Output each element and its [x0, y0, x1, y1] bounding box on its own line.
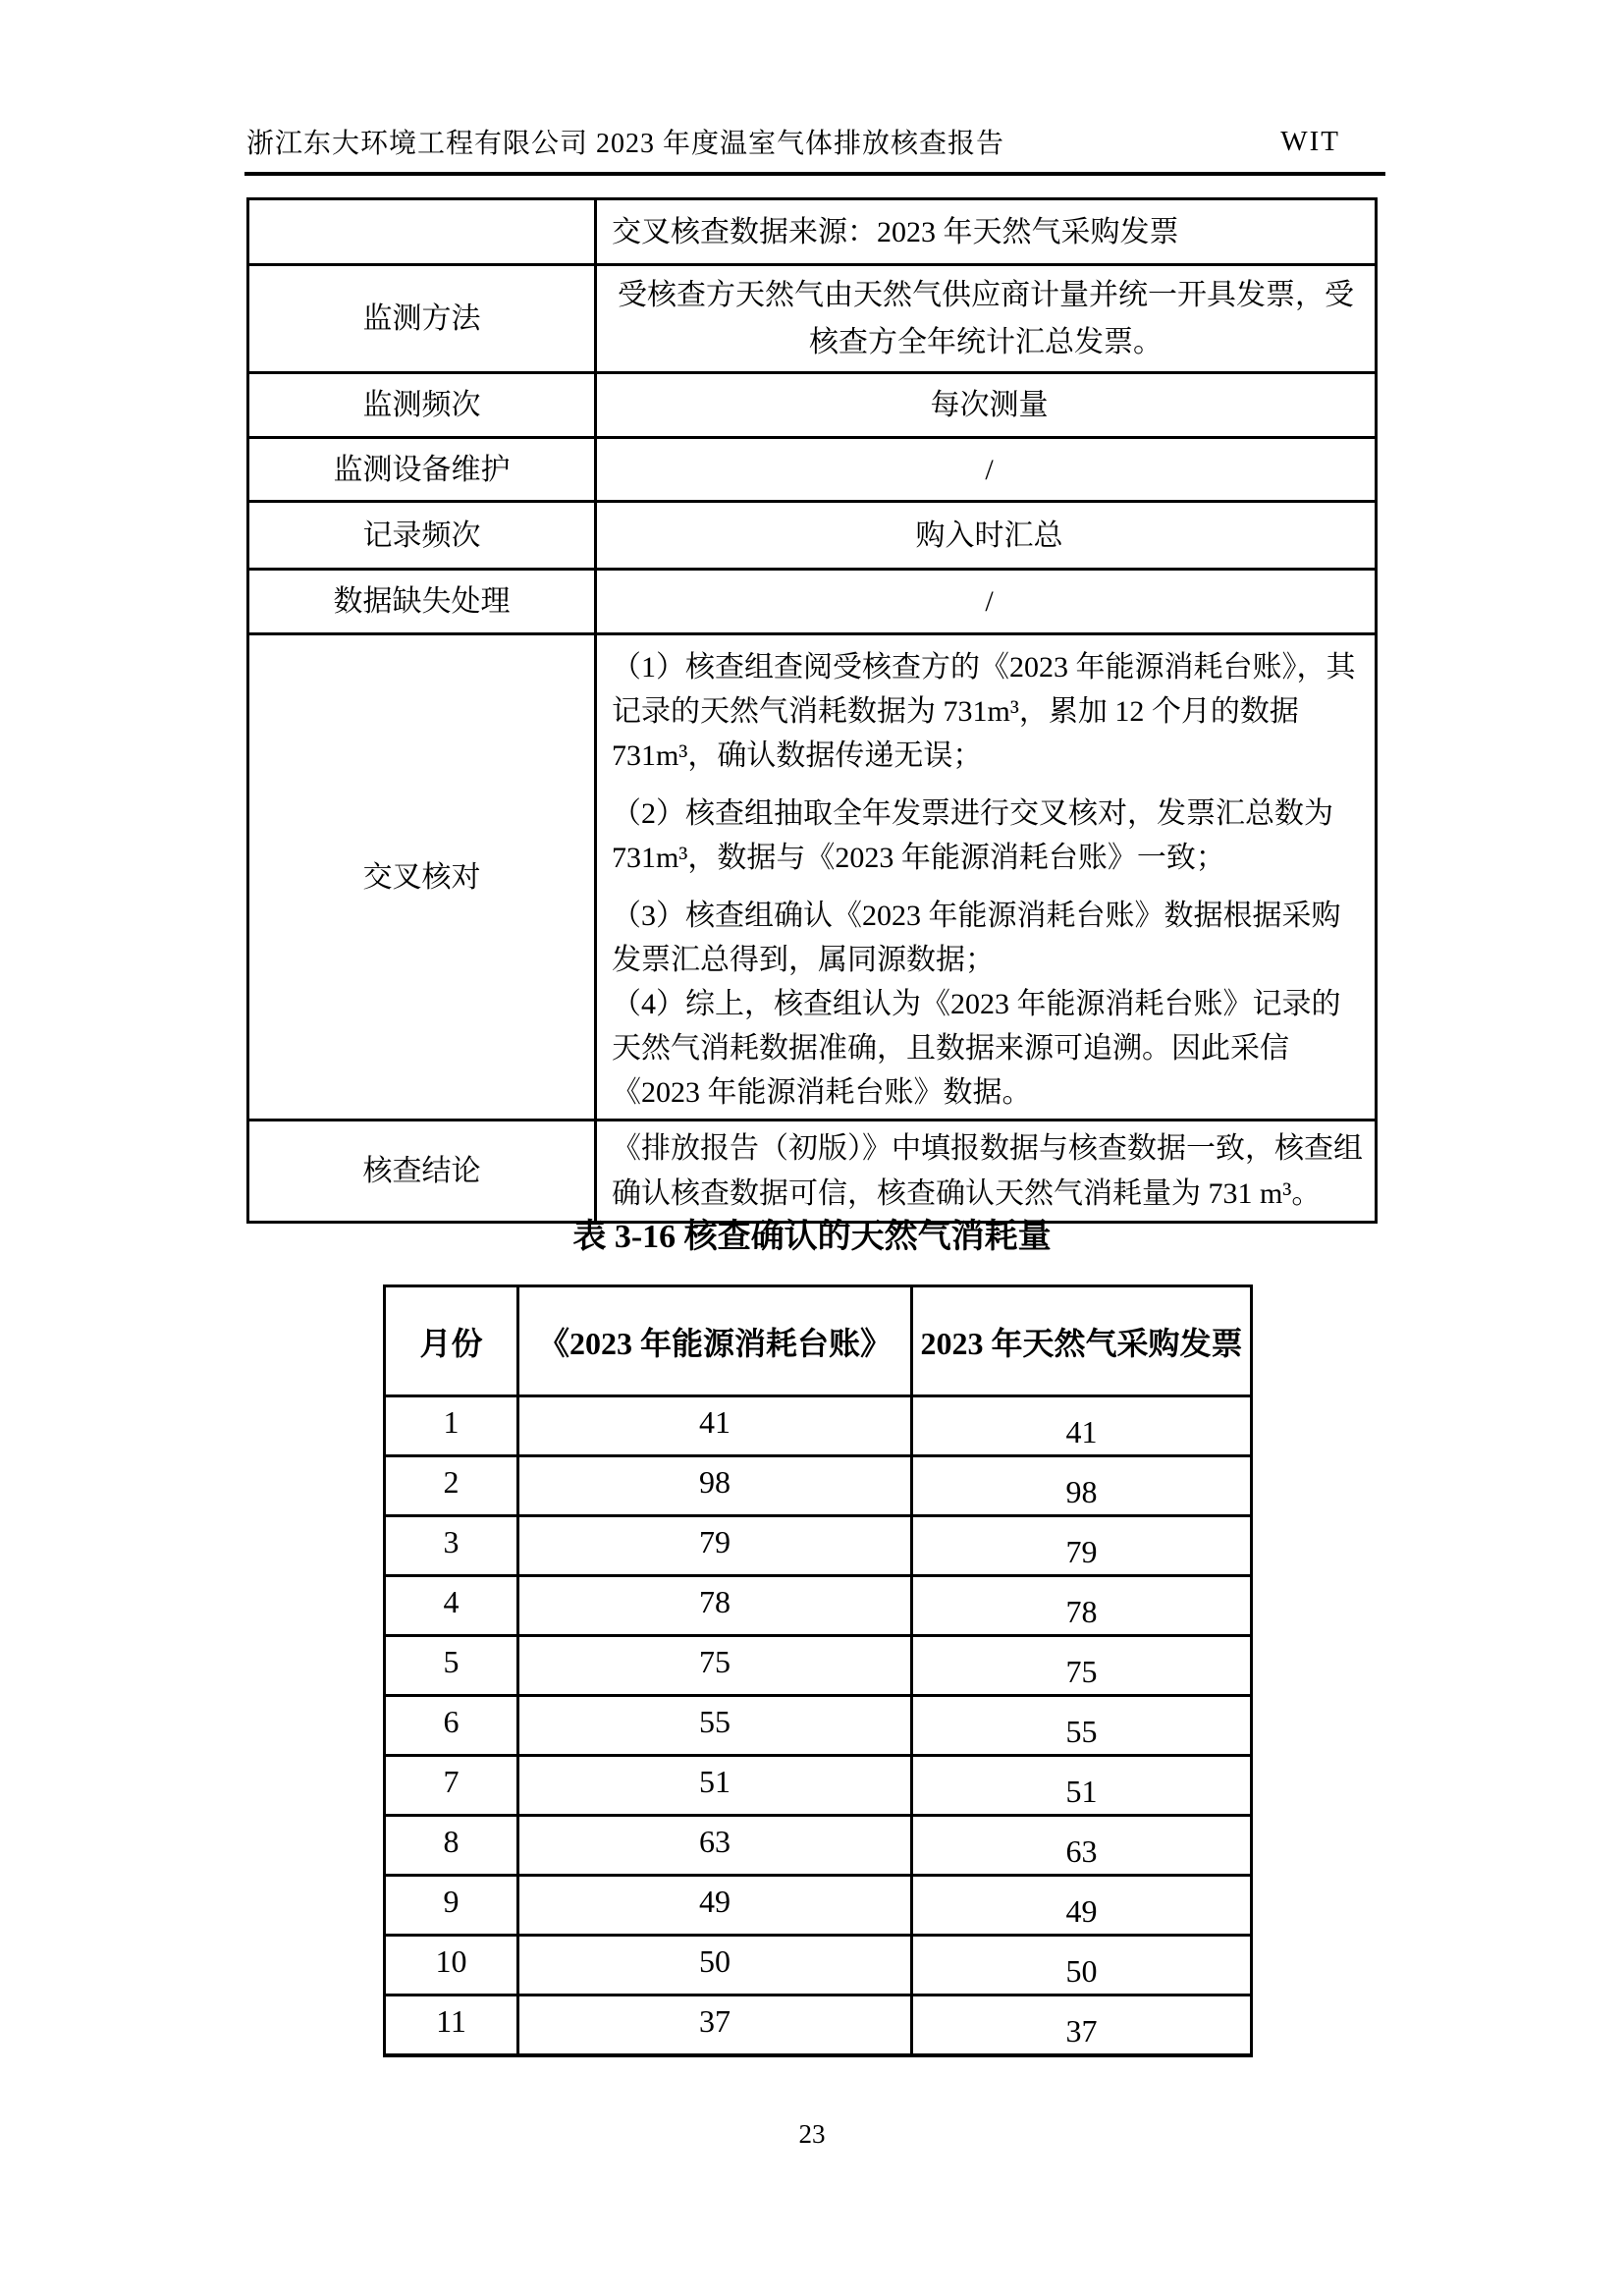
consumption-table-row — [385, 1936, 1252, 1995]
monitoring-table-row — [248, 438, 1377, 502]
monitoring-table-row — [248, 634, 1377, 1121]
row-label-cell: 监测方法 — [248, 265, 596, 373]
month-cell: 5 — [385, 1636, 518, 1696]
header-wit-mark: WIT — [1280, 125, 1340, 157]
consumption-table-row — [385, 1756, 1252, 1816]
ledger-value-cell: 37 — [518, 1995, 912, 2055]
consumption-header-cell: 2023 年天然气采购发票 — [912, 1286, 1252, 1396]
monitoring-table-row — [248, 373, 1377, 438]
row-value-cell — [596, 634, 1377, 1121]
month-cell: 6 — [385, 1696, 518, 1756]
ledger-value-cell: 50 — [518, 1936, 912, 1995]
ledger-value-cell: 79 — [518, 1516, 912, 1576]
month-cell: 11 — [385, 1995, 518, 2055]
invoice-value-cell: 98 — [912, 1456, 1252, 1516]
page-header — [246, 124, 1378, 159]
consumption-header-cell: 月份 — [385, 1286, 518, 1396]
consumption-table-row — [385, 1816, 1252, 1876]
row-label-cell: 监测设备维护 — [248, 438, 596, 502]
consumption-table-header-row — [385, 1286, 1252, 1396]
month-cell: 9 — [385, 1876, 518, 1936]
month-cell: 10 — [385, 1936, 518, 1995]
invoice-value-cell: 78 — [912, 1576, 1252, 1636]
month-cell: 8 — [385, 1816, 518, 1876]
row-label-cell — [248, 199, 596, 265]
row-value-cell: 交叉核查数据来源：2023 年天然气采购发票 — [596, 199, 1377, 265]
invoice-value-cell: 63 — [912, 1816, 1252, 1876]
consumption-table-row — [385, 1995, 1252, 2055]
ledger-value-cell: 51 — [518, 1756, 912, 1816]
row-label-cell: 监测频次 — [248, 373, 596, 438]
cross-check-paragraph: （1）核查组查阅受核查方的《2023 年能源消耗台账》，其记录的天然气消耗数据为 731m³，累加 12 个月的数据 731m³，确认数据传递无误； — [612, 651, 1356, 772]
ledger-value-cell: 98 — [518, 1456, 912, 1516]
ledger-value-cell: 63 — [518, 1816, 912, 1876]
ledger-value-cell: 75 — [518, 1636, 912, 1696]
invoice-value-cell: 75 — [912, 1636, 1252, 1696]
consumption-table-row — [385, 1516, 1252, 1576]
invoice-value-cell: 51 — [912, 1756, 1252, 1816]
table-3-16-title: 表 3-16 核查确认的天然气消耗量 — [572, 1219, 1052, 1255]
cross-check-paragraph: （2）核查组抽取全年发票进行交叉核对，发票汇总数为 731m³，数据与《2023 年能源消耗台账》一致； — [612, 797, 1333, 874]
row-label-cell: 核查结论 — [248, 1121, 596, 1223]
month-cell: 2 — [385, 1456, 518, 1516]
cross-check-paragraph: （4）综上，核查组认为《2023 年能源消耗台账》记录的天然气消耗数据准确，且数据来源可追溯。因此采信《2023 年能源消耗台账》数据。 — [612, 988, 1341, 1109]
row-label-cell: 数据缺失处理 — [248, 570, 596, 634]
row-value-cell: 受核查方天然气由天然气供应商计量并统一开具发票，受核查方全年统计汇总发票。 — [596, 265, 1377, 373]
row-value-cell: 购入时汇总 — [596, 502, 1377, 570]
ledger-value-cell: 49 — [518, 1876, 912, 1936]
row-label-cell: 记录频次 — [248, 502, 596, 570]
month-cell: 3 — [385, 1516, 518, 1576]
header-report-title: 浙江东大环境工程有限公司 2023 年度温室气体排放核查报告 — [246, 129, 1005, 159]
row-value-cell: 每次测量 — [596, 373, 1377, 438]
monitoring-table-row — [248, 570, 1377, 634]
monitoring-table-row — [248, 1121, 1377, 1223]
row-value-cell: / — [596, 570, 1377, 634]
cross-check-paragraph: （3）核查组确认《2023 年能源消耗台账》数据根据采购发票汇总得到，属同源数据； — [612, 900, 1341, 976]
consumption-table-row — [385, 1636, 1252, 1696]
consumption-table — [383, 1285, 1253, 2057]
invoice-value-cell: 49 — [912, 1876, 1252, 1936]
header-rule — [244, 172, 1385, 176]
month-cell: 7 — [385, 1756, 518, 1816]
consumption-header-cell: 《2023 年能源消耗台账》 — [518, 1286, 912, 1396]
consumption-table-row — [385, 1876, 1252, 1936]
month-cell: 4 — [385, 1576, 518, 1636]
ledger-value-cell: 55 — [518, 1696, 912, 1756]
monitoring-table-row — [248, 199, 1377, 265]
ledger-value-cell: 41 — [518, 1396, 912, 1456]
monitoring-table-row — [248, 265, 1377, 373]
consumption-table-row — [385, 1576, 1252, 1636]
invoice-value-cell: 55 — [912, 1696, 1252, 1756]
invoice-value-cell: 79 — [912, 1516, 1252, 1576]
consumption-table-row — [385, 1456, 1252, 1516]
row-value-cell: / — [596, 438, 1377, 502]
invoice-value-cell: 50 — [912, 1936, 1252, 1995]
consumption-table-row — [385, 1396, 1252, 1456]
invoice-value-cell: 37 — [912, 1995, 1252, 2055]
monitoring-table — [246, 197, 1378, 1224]
invoice-value-cell: 41 — [912, 1396, 1252, 1456]
monitoring-table-row — [248, 502, 1377, 570]
page-number: 23 — [798, 2119, 826, 2149]
month-cell: 1 — [385, 1396, 518, 1456]
row-value-cell: 《排放报告（初版）》中填报数据与核查数据一致，核查组确认核查数据可信，核查确认天然气消耗量为 731 m³。 — [596, 1121, 1377, 1223]
row-label-cell: 交叉核对 — [248, 634, 596, 1121]
consumption-table-row — [385, 1696, 1252, 1756]
ledger-value-cell: 78 — [518, 1576, 912, 1636]
